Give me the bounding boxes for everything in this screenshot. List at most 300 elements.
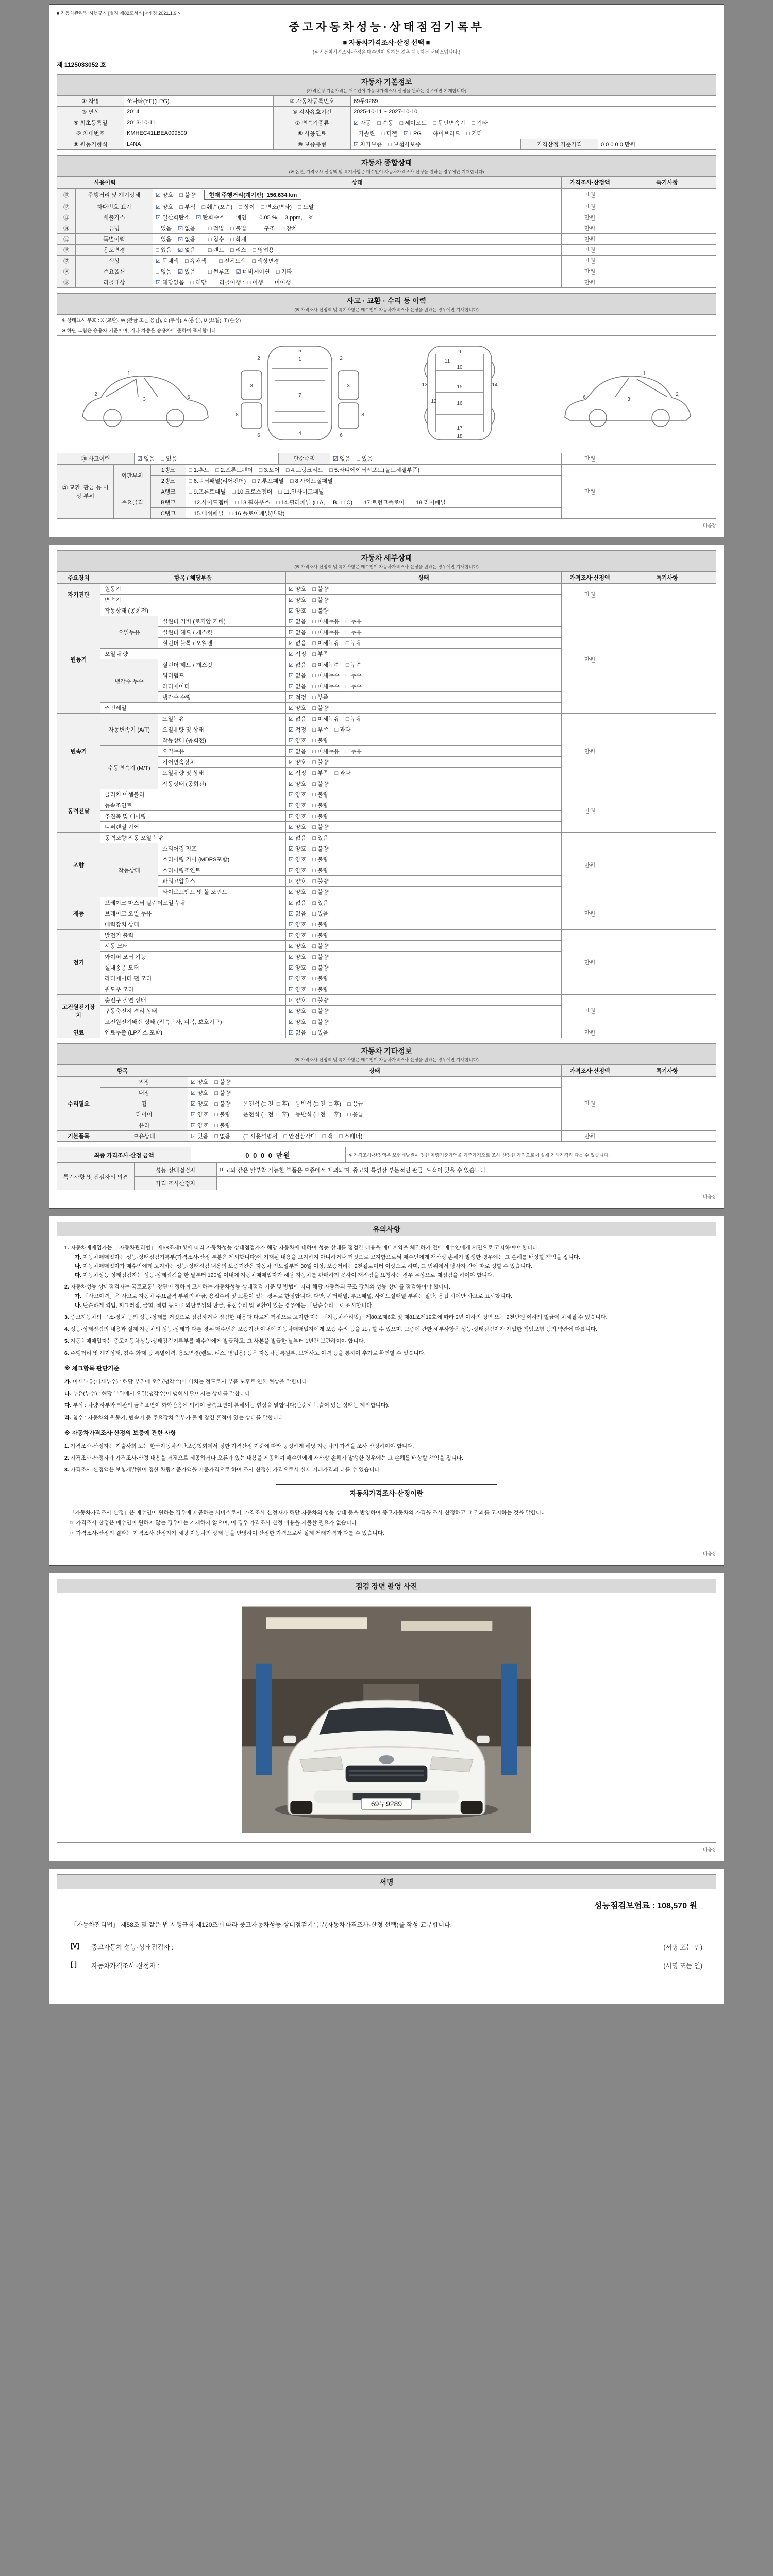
- checked-checkbox-icon[interactable]: ☑: [289, 835, 294, 841]
- rank-item-checkboxes[interactable]: □ 15.대쉬패널 □ 16.플로어패널(바닥): [186, 508, 562, 519]
- checked-checkbox-icon[interactable]: ☑: [156, 280, 161, 286]
- row-state-checkboxes[interactable]: □ 있음 ☑ 없음 □ 적법 □ 불법 □ 구조 □ 장치: [153, 223, 562, 234]
- notice-line: 3. 중고자동차의 구조·장치 등의 성능·상태를 거짓으로 점검하거나 점검한 내용과 다르게 거짓으로 고지한 자는 「자동차관리법」 제80조제6호 및 제81조제19호에 따라 2년 이하의 징역 또는 2천만원 이하의 벌금에 처해질 수 있습니다.: [64, 1314, 608, 1320]
- device-label: 연료: [57, 1027, 100, 1038]
- item-state-checkboxes[interactable]: ☑ 적정 □ 부족 □ 과다: [286, 768, 562, 778]
- item-state-checkboxes[interactable]: ☑ 양호 □ 불량: [286, 703, 562, 714]
- item-label: 브레이크 오일 누유: [100, 908, 286, 919]
- checked-checkbox-icon[interactable]: ☑: [178, 226, 183, 232]
- simple-repair-state[interactable]: ☑ 없음 □ 있음: [330, 453, 562, 464]
- item-state-checkboxes[interactable]: ☑ 없음 □ 미세누유 □ 누유: [286, 638, 562, 649]
- item-state-checkboxes[interactable]: ☑ 양호 □ 불량: [286, 995, 562, 1006]
- item-label: 오일누유: [158, 746, 286, 757]
- device-label: 동력전달: [57, 789, 100, 833]
- checked-checkbox-icon[interactable]: ☑: [289, 987, 294, 993]
- item-state-checkboxes[interactable]: ☑ 양호 □ 불량 운전석 (□ 전 □ 후) 동반석 (□ 전 □ 후) □ 응급: [188, 1109, 562, 1120]
- notice-line: 5. 자동차매매업자는 중고자동차성능·상태점검기록부를 매수인에게 발급하고, 그 사본을 발급한 날부터 1년간 보관하여야 합니다.: [64, 1338, 365, 1345]
- price-cell: 만원: [562, 266, 618, 277]
- item-state-checkboxes[interactable]: ☑ 없음 □ 있음: [286, 833, 562, 843]
- car-diagram-panel: [57, 335, 716, 453]
- signature-statement: 「자동차관리법」 제58조 및 같은 법 시행규칙 제120조에 따라 중고자동차성능·상태점검기록부(자동차가격조사·산정 선택)를 작성·교부합니다.: [71, 1921, 452, 1929]
- checked-checkbox-icon[interactable]: ☑: [289, 781, 294, 787]
- rank-item-checkboxes[interactable]: □ 9.프론트패널 □ 10.크로스멤버 □ 11.인사이드패널: [186, 486, 562, 497]
- section-title: 점검 장면 촬영 사진: [356, 1582, 417, 1591]
- item-label: 와이퍼 모터 기능: [100, 952, 286, 962]
- checked-checkbox-icon[interactable]: ☑: [289, 933, 294, 939]
- item-state-checkboxes[interactable]: ☑ 양호 □ 불량: [286, 865, 562, 876]
- checked-checkbox-icon[interactable]: ☑: [289, 922, 294, 928]
- checked-checkbox-icon[interactable]: ☑: [354, 142, 359, 148]
- svg-text:6: 6: [257, 433, 260, 438]
- page-1: [49, 4, 724, 537]
- checked-checkbox-icon[interactable]: ☑: [178, 247, 183, 253]
- row-label: 리콜대상: [76, 277, 153, 288]
- checked-checkbox-icon[interactable]: ☑: [289, 749, 294, 755]
- column-header: 상태: [286, 572, 562, 584]
- notice-line: 2. 자동차성능·상태점검자는 국토교통부장관이 정하여 고시하는 자동차성능·상태점검 기준 및 방법에 따라 해당 자동차의 구조·장치의 성능·상태를 점검하여야 합니다.: [64, 1284, 451, 1291]
- definition-line: ☞ 가격조사·산정의 결과는 가격조사·산정자가 해당 자동차의 상태 등을 반영하여 산정한 가격으로서 실제 거래가격과 다를 수 있습니다.: [70, 1530, 384, 1537]
- checked-checkbox-icon[interactable]: ☑: [191, 1090, 196, 1096]
- svg-text:6: 6: [583, 395, 586, 400]
- checked-checkbox-icon[interactable]: ☑: [289, 684, 294, 690]
- checked-checkbox-icon[interactable]: ☑: [289, 814, 294, 820]
- remark-cell: [618, 1131, 716, 1142]
- checked-checkbox-icon[interactable]: ☑: [289, 900, 294, 906]
- checked-checkbox-icon[interactable]: ☑: [191, 1123, 196, 1129]
- simple-repair-label: 단순수리: [279, 453, 330, 464]
- checked-checkbox-icon[interactable]: ☑: [191, 1101, 196, 1107]
- checked-checkbox-icon[interactable]: ☑: [289, 630, 294, 636]
- table-row: [57, 1177, 716, 1190]
- device-label: 원동기: [57, 605, 100, 714]
- price-cell: 만원: [562, 833, 618, 897]
- checked-checkbox-icon[interactable]: ☑: [178, 236, 183, 243]
- etc-row: [57, 1131, 716, 1142]
- checked-checkbox-icon[interactable]: ☑: [289, 965, 294, 971]
- item-state-checkboxes[interactable]: ☑ 없음 □ 미세누수 □ 누수: [286, 681, 562, 692]
- checked-checkbox-icon[interactable]: ☑: [289, 878, 294, 885]
- checked-checkbox-icon[interactable]: ☑: [333, 456, 338, 462]
- row-state-checkboxes[interactable]: ☑ 양호 □ 불량 현재 주행거리(계기판) 156,634 km: [153, 189, 562, 201]
- item-label: 보유상태: [100, 1131, 188, 1142]
- price-cell: 만원: [562, 1077, 618, 1131]
- price-cell: 만원: [562, 212, 618, 223]
- panel-group-label: 외판부위: [114, 465, 151, 486]
- transmission-checkboxes[interactable]: ☑ 자동 □ 수동 □ 세미오토 □ 무단변속기 □ 기타: [351, 117, 716, 128]
- base-price-value: 0 0 0 0 0 만원: [598, 139, 716, 150]
- item-state-checkboxes[interactable]: ☑ 없음 □ 있음: [286, 897, 562, 908]
- item-state-checkboxes[interactable]: ☑ 없음 □ 미세누수 □ 누수: [286, 659, 562, 670]
- section-title: 자동차 기타정보: [361, 1047, 412, 1055]
- first-registration-value: 2013-10-11: [124, 117, 274, 128]
- page-4: [49, 1573, 724, 1861]
- checked-checkbox-icon[interactable]: ☑: [289, 759, 294, 766]
- overall-condition-table: [57, 176, 716, 288]
- row-state-checkboxes[interactable]: ☑ 일산화탄소 ☑ 탄화수소 □ 매연 0.05 %, 3 ppm, %: [153, 212, 562, 223]
- document-header: [57, 19, 716, 55]
- inspector-signature-label: 중고자동차 성능·상태점검자 :: [91, 1944, 174, 1952]
- notice-line: 라. 침수 : 자동차의 원동기, 변속기 등 주요장치 일부가 물에 잠긴 흔적이 있는 상태를 말합니다.: [64, 1414, 285, 1421]
- svg-text:3: 3: [347, 383, 350, 389]
- item-label: 라디에이터 팬 모터: [100, 973, 286, 984]
- row-state-checkboxes[interactable]: □ 있음 ☑ 없음 □ 렌트 □ 리스 □ 영업용: [153, 245, 562, 256]
- appraiser-signature-line: [71, 1961, 702, 1970]
- checked-checkbox-icon[interactable]: ☑: [289, 716, 294, 722]
- remark-cell: [618, 189, 716, 201]
- appraiser-signature-label: 자동차가격조사·산정자 :: [91, 1962, 159, 1970]
- checked-checkbox-icon[interactable]: ☑: [156, 204, 161, 210]
- item-state-checkboxes[interactable]: ☑ 양호 □ 불량: [286, 605, 562, 616]
- price-cell: 만원: [562, 930, 618, 995]
- svg-text:11: 11: [444, 359, 450, 364]
- panel-section-label: ㉑ 교환, 판금 등 이상 부위: [57, 465, 114, 519]
- checked-checkbox-icon[interactable]: ☑: [178, 269, 183, 275]
- detail-row: [57, 1027, 716, 1038]
- detail-row: [57, 584, 716, 595]
- item-state-checkboxes[interactable]: ☑ 양호 □ 불량: [286, 822, 562, 833]
- item-state-checkboxes[interactable]: ☑ 양호 □ 불량: [286, 584, 562, 595]
- inspector-signature-line: [71, 1942, 702, 1952]
- checked-checkbox-icon[interactable]: ☑: [289, 586, 294, 592]
- section-title: 유의사항: [372, 1225, 401, 1233]
- item-state-checkboxes[interactable]: ☑ 양호 □ 불량: [286, 941, 562, 952]
- row-state-checkboxes[interactable]: ☑ 양호 □ 부식 □ 훼손(오손) □ 상이 □ 변조(변타) □ 도말: [153, 201, 562, 212]
- item-state-checkboxes[interactable]: ☑ 없음 □ 미세누수 □ 누수: [286, 670, 562, 681]
- column-header: 가격조사·산정액: [562, 1065, 618, 1077]
- svg-text:1: 1: [643, 371, 646, 377]
- detail-row: [57, 605, 716, 616]
- item-state-checkboxes[interactable]: ☑ 없음 □ 있음: [286, 1027, 562, 1038]
- item-state-checkboxes[interactable]: ☑ 양호 □ 불량: [286, 811, 562, 822]
- item-label: 변속기: [100, 595, 286, 605]
- inspector-checkbox[interactable]: [V]: [71, 1942, 79, 1950]
- item-state-checkboxes[interactable]: ☑ 적정 □ 부족: [286, 692, 562, 703]
- checked-checkbox-icon[interactable]: ☑: [289, 943, 294, 950]
- column-header: 특기사항: [618, 177, 716, 189]
- checked-checkbox-icon[interactable]: ☑: [289, 673, 294, 679]
- notice-section-heading: ※ 자동차가격조사·산정의 보증에 관한 사항: [64, 1430, 176, 1436]
- license-plate: 69두9289: [371, 1800, 402, 1808]
- item-label: 추진축 및 베어링: [100, 811, 286, 822]
- svg-text:9: 9: [458, 349, 461, 355]
- item-label: 오일유량 및 상태: [158, 724, 286, 735]
- car-diagram: [67, 339, 706, 447]
- checked-checkbox-icon[interactable]: ☑: [289, 1008, 294, 1014]
- svg-text:6: 6: [340, 433, 343, 438]
- model-year-value: 2014: [124, 107, 274, 117]
- item-state-checkboxes[interactable]: ☑ 양호 □ 불량: [286, 757, 562, 768]
- price-cell: 만원: [562, 245, 618, 256]
- rank-item-checkboxes[interactable]: □ 1.후드 □ 2.프론트펜더 □ 3.도어 □ 4.트렁크리드 □ 5.라디에이터서포트(볼트체결부품): [186, 465, 562, 476]
- final-price-table: [57, 1147, 716, 1163]
- checked-checkbox-icon[interactable]: ☑: [289, 889, 294, 895]
- section-title: 서명: [379, 1878, 394, 1887]
- item-state-checkboxes[interactable]: ☑ 양호 □ 불량: [286, 854, 562, 865]
- detail-row: [57, 995, 716, 1006]
- checked-checkbox-icon[interactable]: ☑: [403, 131, 409, 137]
- row-number: ⑬: [57, 212, 76, 223]
- item-label: 실린더 블록 / 오일팬: [158, 638, 286, 649]
- etc-row: [57, 1077, 716, 1088]
- checked-checkbox-icon[interactable]: ☑: [289, 662, 294, 668]
- item-label: 시동 모터: [100, 941, 286, 952]
- accident-history-state[interactable]: ☑ 없음 □ 있음: [135, 453, 279, 464]
- item-state-checkboxes[interactable]: ☑ 없음 □ 미세누유 □ 누유: [286, 746, 562, 757]
- checked-checkbox-icon[interactable]: ☑: [289, 954, 294, 960]
- checked-checkbox-icon[interactable]: ☑: [156, 192, 161, 198]
- item-state-checkboxes[interactable]: ☑ 양호 □ 불량: [286, 962, 562, 973]
- item-state-checkboxes[interactable]: ☑ 양호 □ 불량: [286, 952, 562, 962]
- item-state-checkboxes[interactable]: ☑ 양호 □ 불량: [286, 887, 562, 897]
- item-state-checkboxes[interactable]: ☑ 양호 □ 불량: [286, 919, 562, 930]
- item-label: 기어변속장치: [158, 757, 286, 768]
- inspector-sign-placeholder[interactable]: (서명 또는 인): [663, 1944, 702, 1952]
- appraiser-sign-placeholder[interactable]: (서명 또는 인): [663, 1962, 702, 1970]
- svg-text:6: 6: [187, 395, 190, 400]
- price-cell: 만원: [562, 897, 618, 930]
- row-label: 차대번호 표기: [76, 201, 153, 212]
- inspection-photo: [242, 1606, 531, 1833]
- usage-history-row: [57, 256, 716, 266]
- row-state-checkboxes[interactable]: ☑ 해당없음 □ 해당 리콜이행 : □ 이행 □ 미이행: [153, 277, 562, 288]
- section-title: 자동차 종합상태: [361, 159, 412, 167]
- remark-cell: [618, 223, 716, 234]
- section-detail-condition: [57, 550, 716, 571]
- checked-checkbox-icon[interactable]: ☑: [156, 215, 161, 221]
- svg-text:16: 16: [457, 401, 463, 406]
- checked-checkbox-icon[interactable]: ☑: [354, 120, 359, 126]
- form-reference: ■ 자동차관리법 시행규칙 [별지 제82호서식] <개정 2021.1.9.>: [57, 11, 180, 16]
- table-row: [57, 128, 716, 139]
- checked-checkbox-icon[interactable]: ☑: [289, 640, 294, 647]
- item-label: 스티어링조인트: [158, 865, 286, 876]
- svg-text:2: 2: [676, 392, 679, 397]
- rank-label: 1랭크: [151, 465, 186, 476]
- device-label: 변속기: [57, 714, 100, 789]
- svg-text:3: 3: [143, 397, 146, 402]
- checked-checkbox-icon[interactable]: ☑: [289, 738, 294, 744]
- remark-cell: [618, 256, 716, 266]
- checked-checkbox-icon[interactable]: ☑: [191, 1133, 196, 1140]
- svg-text:2: 2: [94, 392, 97, 397]
- vehicle-name-value: 쏘나타(YF)(LPG): [124, 96, 274, 107]
- device-label: 전기: [57, 930, 100, 995]
- definition-line: ☞ 가격조사·산정은 매수인이 원하지 않는 경우에는 기재하지 않으며, 이 경우 가격조사·산정 비용을 지불할 필요가 없습니다.: [70, 1519, 359, 1526]
- svg-text:14: 14: [492, 382, 498, 388]
- usage-history-row: [57, 223, 716, 234]
- checked-checkbox-icon[interactable]: ☑: [289, 727, 294, 733]
- item-state-checkboxes[interactable]: ☑ 적정 □ 부족: [286, 649, 562, 659]
- item-state-checkboxes[interactable]: ☑ 양호 □ 불량: [286, 984, 562, 995]
- column-header: 항목: [57, 1065, 188, 1077]
- column-header: 상태: [153, 177, 562, 189]
- item-state-checkboxes[interactable]: ☑ 양호 □ 불량 운전석 (□ 전 □ 후) 동반석 (□ 전 □ 후) □ 응급: [188, 1098, 562, 1109]
- registration-number-value: 69두9289: [351, 96, 716, 107]
- item-state-checkboxes[interactable]: ☑ 양호 □ 불량: [286, 843, 562, 854]
- appraiser-checkbox[interactable]: [ ]: [71, 1961, 77, 1969]
- next-page-marker: 다음장: [702, 523, 716, 528]
- item-state-checkboxes[interactable]: ☑ 양호 □ 불량: [286, 973, 562, 984]
- checked-checkbox-icon[interactable]: ☑: [289, 597, 294, 603]
- table-row: [57, 1147, 716, 1163]
- item-state-checkboxes[interactable]: ☑ 없음 □ 미세누유 □ 누유: [286, 714, 562, 724]
- item-label: 타이어: [100, 1109, 188, 1120]
- detail-row: [57, 897, 716, 908]
- notice-line: 나. 자동차매매업자가 매수인에게 고지하는 성능·상태점검 내용의 보증기간은 자동차 인도일부터 30일 이상, 보증거리는 2천킬로미터 이상으로 하며, 그 범위에서 당사자 간에 따로 정할 수 있습니다.: [75, 1263, 533, 1269]
- item-state-checkboxes[interactable]: ☑ 양호 □ 불량: [188, 1120, 562, 1131]
- column-header: 사용이력: [57, 177, 153, 189]
- remark-cell: [618, 277, 716, 288]
- item-state-checkboxes[interactable]: ☑ 양호 □ 불량: [286, 930, 562, 941]
- item-state-checkboxes[interactable]: ☑ 있음 □ 없음 (□ 사용설명서 □ 안전삼각대 □ 잭 □ 스패너): [188, 1131, 562, 1142]
- checked-checkbox-icon[interactable]: ☑: [289, 608, 294, 614]
- device-label: 제동: [57, 897, 100, 930]
- item-state-checkboxes[interactable]: ☑ 없음 □ 미세누유 □ 누유: [286, 616, 562, 627]
- item-label: 외장: [100, 1077, 188, 1088]
- section-note: (가격산정 기준가격은 매수인이 자동차가격조사·산정을 원하는 경우에만 기재합니다): [306, 88, 467, 93]
- item-label: 충전구 절연 상태: [100, 995, 286, 1006]
- svg-text:3: 3: [627, 397, 630, 402]
- checked-checkbox-icon[interactable]: ☑: [289, 1019, 294, 1025]
- row-state-checkboxes[interactable]: □ 없음 ☑ 있음 □ 썬루프 ☑ 네비게이션 □ 기타: [153, 266, 562, 277]
- checked-checkbox-icon[interactable]: ☑: [289, 857, 294, 863]
- row-number: ⑮: [57, 234, 76, 245]
- item-state-checkboxes[interactable]: ☑ 양호 □ 불량: [286, 778, 562, 789]
- item-label: 유리: [100, 1120, 188, 1131]
- checked-checkbox-icon[interactable]: ☑: [289, 997, 294, 1004]
- remark-cell: [618, 714, 716, 789]
- checked-checkbox-icon[interactable]: ☑: [289, 976, 294, 982]
- section-accident-history: [57, 293, 716, 314]
- checked-checkbox-icon[interactable]: ☑: [289, 824, 294, 831]
- final-price-value: 0 0 0 0 만원: [191, 1147, 346, 1163]
- row-state-checkboxes[interactable]: ☑ 무채색 □ 유채색 □ 전체도색 □ 색상변경: [153, 256, 562, 266]
- accident-history-label: ⑳ 사고이력: [57, 453, 135, 464]
- checked-checkbox-icon[interactable]: ☑: [289, 868, 294, 874]
- inspector-role-label: 성능·상태점검자: [135, 1163, 217, 1177]
- item-state-checkboxes[interactable]: ☑ 양호 □ 불량: [286, 735, 562, 746]
- current-mileage: 현재 주행거리(계기판) 156,634 km: [204, 190, 301, 200]
- column-header: 특기사항: [618, 1065, 716, 1077]
- item-state-checkboxes[interactable]: ☑ 양호 □ 불량: [188, 1088, 562, 1098]
- item-label: 실린더 헤드 / 개스킷: [158, 659, 286, 670]
- price-cell: 만원: [562, 256, 618, 266]
- notice-line: 6. 주행거리 및 계기상태, 침수·화재 등 특별이력, 용도변경(렌트, 리스, 영업용) 등은 자동차등록원부, 보험사고 이력 등을 통하여 추가로 확인할 수 있습니다.: [64, 1350, 426, 1357]
- checked-checkbox-icon[interactable]: ☑: [156, 258, 161, 264]
- checked-checkbox-icon[interactable]: ☑: [289, 1030, 294, 1036]
- warranty-type-checkboxes[interactable]: ☑ 자가보증 □ 보험사보증: [351, 139, 521, 150]
- remark-cell: [618, 201, 716, 212]
- item-state-checkboxes[interactable]: ☑ 양호 □ 불량: [286, 1016, 562, 1027]
- section-title: 자동차 기본정보: [361, 78, 412, 86]
- checked-checkbox-icon[interactable]: ☑: [289, 846, 294, 852]
- item-label: 스티어링 기어 (MDPS포함): [158, 854, 286, 865]
- item-state-checkboxes[interactable]: ☑ 양호 □ 불량: [188, 1077, 562, 1088]
- checked-checkbox-icon[interactable]: ☑: [289, 770, 294, 776]
- checked-checkbox-icon[interactable]: ☑: [289, 694, 294, 701]
- table-row: [57, 107, 716, 117]
- checked-checkbox-icon[interactable]: ☑: [289, 911, 294, 917]
- checked-checkbox-icon[interactable]: ☑: [191, 1079, 196, 1086]
- svg-text:10: 10: [457, 365, 463, 370]
- item-state-checkboxes[interactable]: ☑ 없음 □ 있음: [286, 908, 562, 919]
- item-state-checkboxes[interactable]: ☑ 양호 □ 불량: [286, 800, 562, 811]
- panel-group-label: 주요골격: [114, 486, 151, 519]
- remark-cell: [618, 212, 716, 223]
- item-state-checkboxes[interactable]: ☑ 양호 □ 불량: [286, 876, 562, 887]
- table-header-row: [57, 572, 716, 584]
- price-appraisal-definition-box: 자동차가격조사·산정이란: [276, 1484, 497, 1503]
- signature-body: [57, 1889, 716, 1995]
- detail-condition-table: [57, 571, 716, 1038]
- fuel-checkboxes[interactable]: □ 가솔린 □ 디젤 ☑ LPG □ 하이브리드 □ 기타: [351, 128, 716, 139]
- usage-history-row: [57, 245, 716, 256]
- item-state-checkboxes[interactable]: ☑ 양호 □ 불량: [286, 789, 562, 800]
- item-label: 동력조향 작동 오일 누유: [100, 833, 286, 843]
- row-state-checkboxes[interactable]: □ 있음 ☑ 없음 □ 침수 □ 화재: [153, 234, 562, 245]
- item-state-checkboxes[interactable]: ☑ 양호 □ 불량: [286, 1006, 562, 1016]
- status-code-legend: ※ 상태표시 부호 : X (교환), W (판금 또는 용접), C (부식), A (흠집), U (요철), T (손상): [57, 314, 716, 325]
- remark-cell: [618, 245, 716, 256]
- checked-checkbox-icon[interactable]: ☑: [289, 792, 294, 798]
- price-cell: 만원: [562, 995, 618, 1027]
- checked-checkbox-icon[interactable]: ☑: [236, 269, 241, 275]
- item-state-checkboxes[interactable]: ☑ 적정 □ 부족 □ 과다: [286, 724, 562, 735]
- checked-checkbox-icon[interactable]: ☑: [191, 1112, 196, 1118]
- section-note: (※ 옵션, 가격조사·산정액 및 특기사항은 매수인이 자동차가격조사·산정을 원하는 경우에만 기재합니다): [289, 169, 484, 174]
- checked-checkbox-icon[interactable]: ☑: [289, 803, 294, 809]
- detail-row: [57, 833, 716, 843]
- svg-text:2: 2: [257, 355, 260, 361]
- item-label: 오일누유: [158, 714, 286, 724]
- item-label: 오일유량 및 상태: [158, 768, 286, 778]
- rank-item-checkboxes[interactable]: □ 6.쿼터패널(리어펜더) □ 7.루프패널 □ 8.사이드실패널: [186, 476, 562, 486]
- item-label: 오일 유량: [100, 649, 286, 659]
- checked-checkbox-icon[interactable]: ☑: [289, 619, 294, 625]
- item-state-checkboxes[interactable]: ☑ 없음 □ 미세누유 □ 누유: [286, 627, 562, 638]
- row-label: 튜닝: [76, 223, 153, 234]
- checked-checkbox-icon[interactable]: ☑: [289, 705, 294, 711]
- item-label: 실린더 헤드 / 개스킷: [158, 627, 286, 638]
- notice-text-body: [57, 1236, 716, 1547]
- checked-checkbox-icon[interactable]: ☑: [196, 215, 201, 221]
- column-header: 가격조사·산정액: [562, 177, 618, 189]
- item-label: 브레이크 마스터 실린더오일 누유: [100, 897, 286, 908]
- usage-history-row: [57, 212, 716, 223]
- row-label: 배출가스: [76, 212, 153, 223]
- field-label: ② 자동차등록번호: [274, 96, 351, 107]
- subgroup-label: 수동변속기 (M/T): [100, 746, 158, 789]
- item-state-checkboxes[interactable]: ☑ 양호 □ 불량: [286, 595, 562, 605]
- row-number: ⑱: [57, 266, 76, 277]
- notice-line: 1. 가격조사·산정자는 기술사회 또는 한국자동차진단보증협회에서 정한 가격산정 기준에 따라 공정하게 해당 자동차의 가격을 조사·산정하여야 합니다.: [64, 1443, 414, 1449]
- svg-text:15: 15: [457, 384, 463, 390]
- field-label: ④ 검사유효기간: [274, 107, 351, 117]
- rank-label: 2랭크: [151, 476, 186, 486]
- rank-item-checkboxes[interactable]: □ 12.사이드멤버 □ 13.휠하우스 □ 14.필러패널 (□ A, □ B, □ C) □ 17.트렁크플로어 □ 18.리어패널: [186, 497, 562, 508]
- checked-checkbox-icon[interactable]: ☑: [137, 456, 142, 462]
- row-number: ⑯: [57, 245, 76, 256]
- checked-checkbox-icon[interactable]: ☑: [289, 651, 294, 657]
- remark-cell: [618, 833, 716, 897]
- svg-text:2: 2: [340, 355, 343, 361]
- item-label: 고전원전기배선 상태 (접속단자, 피복, 보호기구): [100, 1016, 286, 1027]
- section-photo: [57, 1579, 716, 1593]
- field-label: ③ 연식: [57, 107, 124, 117]
- notice-line: 4. 성능·상태점검의 내용과 실제 자동차의 성능·상태가 다른 경우 매수인은 보증기간 이내에 자동차매매업자에게 보증 수리 등을 요구할 수 있으며, 보증에 관한 세부사항은 성능·상태점검자가 가입한 책임보험 등의 약관에 따릅니다.: [64, 1326, 598, 1333]
- price-cell: 만원: [562, 789, 618, 833]
- etc-info-table: [57, 1064, 716, 1142]
